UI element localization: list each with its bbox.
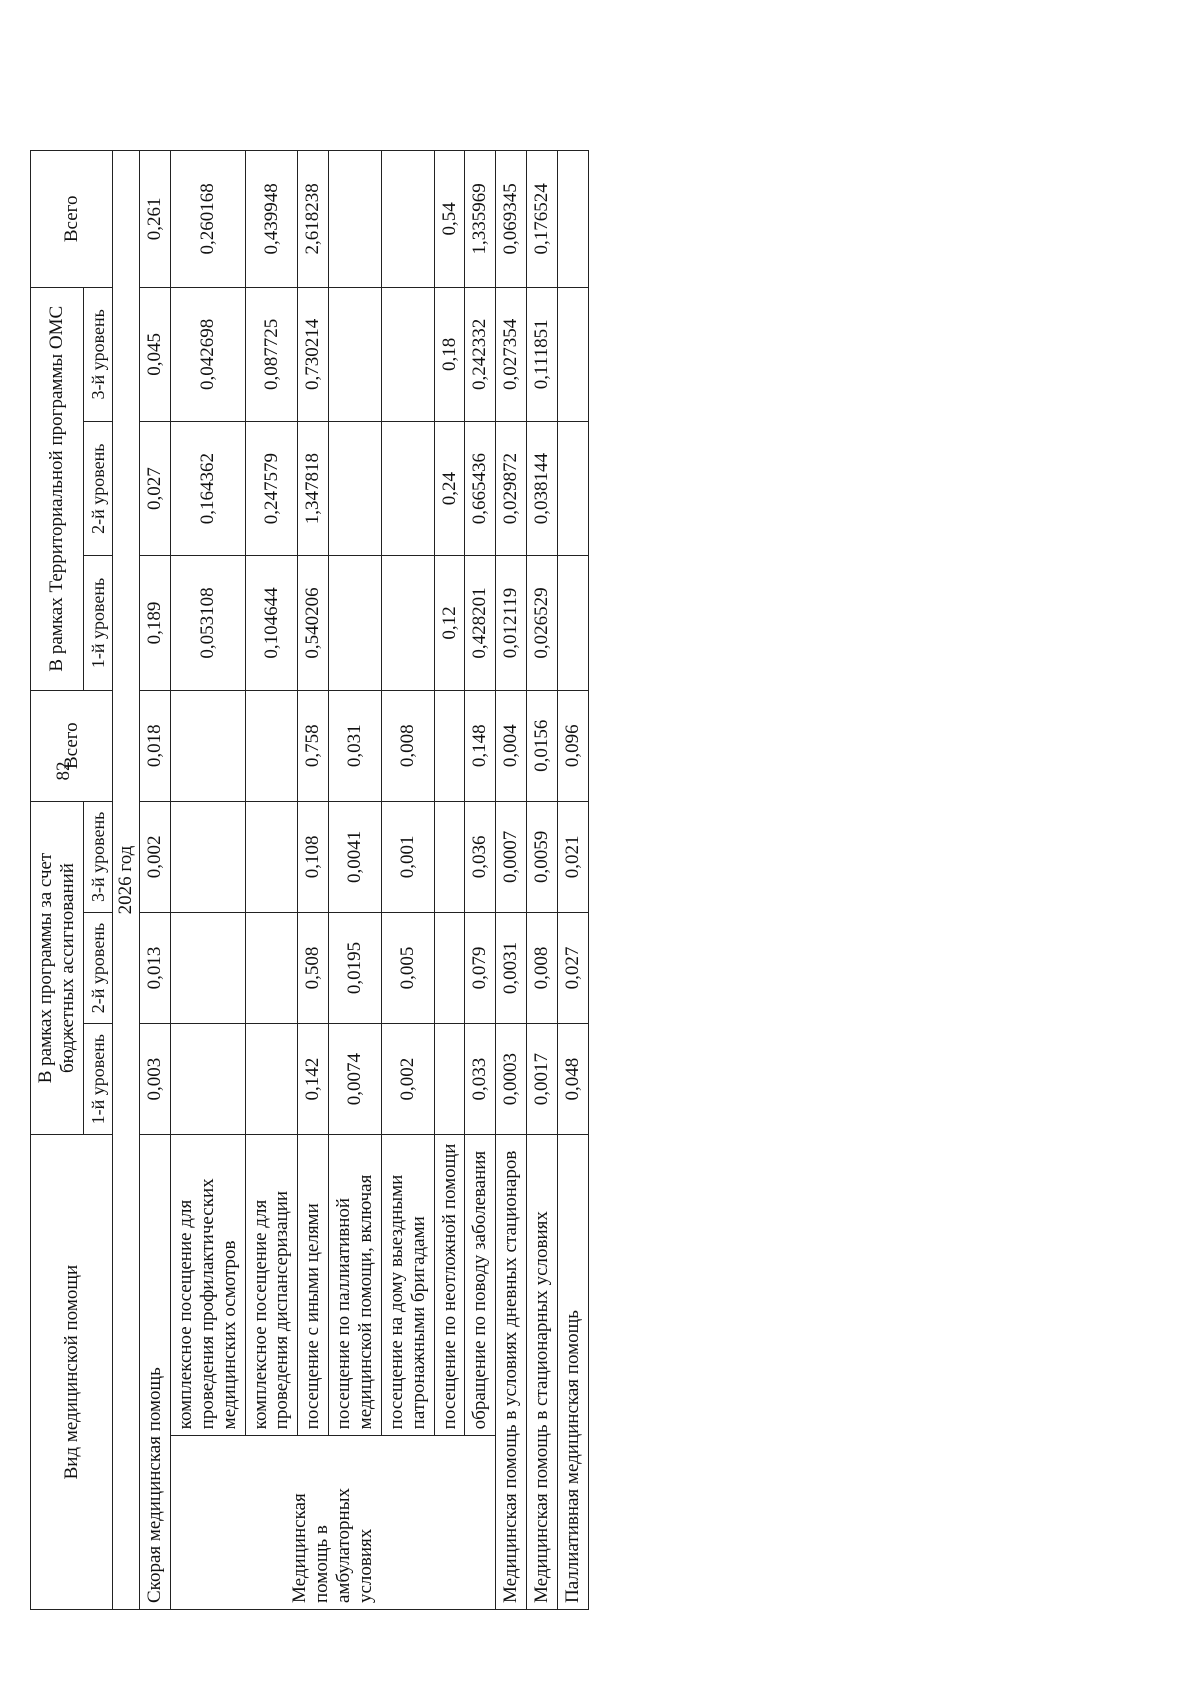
cell-oms-l1: 0,104644 <box>245 556 298 690</box>
cell-budget-l1: 0,0003 <box>496 1024 527 1135</box>
cell-oms-total <box>329 151 382 288</box>
medical-care-volume-table <box>30 150 589 1610</box>
cell-oms-l2: 0,038144 <box>527 422 558 556</box>
cell-budget-l2: 0,008 <box>527 912 558 1023</box>
cell-oms-l1: 0,026529 <box>527 556 558 690</box>
cell-budget-total: 0,008 <box>381 690 434 801</box>
cell-oms-l3 <box>381 287 434 421</box>
cell-budget-total: 0,758 <box>298 690 329 801</box>
cell-budget-total: 0,018 <box>140 690 171 801</box>
cell-oms-l2 <box>329 422 382 556</box>
cell-oms-l3: 0,027354 <box>496 287 527 421</box>
table-row <box>434 151 465 1610</box>
cell-oms-l1: 0,428201 <box>465 556 496 690</box>
cell-oms-total: 0,54 <box>434 151 465 288</box>
cell-oms-total: 0,261 <box>140 151 171 288</box>
cell-oms-l2: 0,027 <box>140 422 171 556</box>
cell-budget-l1 <box>434 1024 465 1135</box>
cell-budget-l2 <box>245 912 298 1023</box>
cell-budget-l3 <box>434 801 465 912</box>
cell-oms-total <box>557 151 588 288</box>
table-row <box>381 151 434 1610</box>
cell-budget-total: 0,096 <box>557 690 588 801</box>
table-row <box>171 151 246 1610</box>
budget-level1-header: 1-й уровень <box>83 1024 113 1135</box>
cell-budget-l2: 0,005 <box>381 912 434 1023</box>
cell-oms-total: 0,439948 <box>245 151 298 288</box>
type-column-header: Вид медицинской помощи <box>31 1135 113 1610</box>
cell-oms-l2: 0,029872 <box>496 422 527 556</box>
ambulatory-group-label: Медицинская помощь в амбулаторных условиях <box>171 1436 496 1610</box>
cell-budget-l2: 0,013 <box>140 912 171 1023</box>
cell-oms-total: 0,260168 <box>171 151 246 288</box>
cell-budget-l2: 0,027 <box>557 912 588 1023</box>
row-label: комплексное посещение для проведения диспансеризации <box>245 1135 298 1436</box>
cell-budget-l1: 0,142 <box>298 1024 329 1135</box>
oms-level2-header: 2-й уровень <box>83 422 113 556</box>
cell-budget-l3: 0,108 <box>298 801 329 912</box>
row-label: Скорая медицинская помощь <box>140 1135 171 1610</box>
header-row-groups <box>31 151 84 1610</box>
cell-budget-l1 <box>245 1024 298 1135</box>
cell-budget-l1 <box>171 1024 246 1135</box>
cell-budget-l2: 0,0195 <box>329 912 382 1023</box>
cell-budget-l1: 0,048 <box>557 1024 588 1135</box>
cell-oms-l1: 0,189 <box>140 556 171 690</box>
cell-budget-l1: 0,033 <box>465 1024 496 1135</box>
cell-oms-total: 2,618238 <box>298 151 329 288</box>
cell-oms-l3 <box>557 287 588 421</box>
cell-budget-l3 <box>245 801 298 912</box>
cell-oms-l1 <box>557 556 588 690</box>
oms-total-header: Всего <box>31 151 113 288</box>
row-label: посещение на дому выездными патронажными бригадами <box>381 1135 434 1436</box>
cell-oms-l3: 0,111851 <box>527 287 558 421</box>
row-label: Паллиативная медицинская помощь <box>557 1135 588 1610</box>
page-number: 82 <box>53 761 74 781</box>
row-label: Медицинская помощь в стационарных условиях <box>527 1135 558 1610</box>
budget-level3-header: 3-й уровень <box>83 801 113 912</box>
budget-total-header: Всего <box>31 690 113 801</box>
cell-oms-l2: 1,347818 <box>298 422 329 556</box>
table-row <box>329 151 382 1610</box>
budget-level2-header: 2-й уровень <box>83 912 113 1023</box>
cell-budget-l2 <box>434 912 465 1023</box>
cell-budget-l3: 0,021 <box>557 801 588 912</box>
year-label: 2026 год <box>113 151 140 1610</box>
table-row <box>527 151 558 1610</box>
cell-budget-total: 0,0156 <box>527 690 558 801</box>
cell-oms-l2: 0,665436 <box>465 422 496 556</box>
cell-oms-l1: 0,012119 <box>496 556 527 690</box>
cell-oms-total: 0,176524 <box>527 151 558 288</box>
cell-budget-total: 0,004 <box>496 690 527 801</box>
table-row <box>496 151 527 1610</box>
cell-budget-l3: 0,0059 <box>527 801 558 912</box>
table-row <box>557 151 588 1610</box>
cell-budget-total: 0,148 <box>465 690 496 801</box>
cell-oms-l1 <box>381 556 434 690</box>
cell-oms-total: 1,335969 <box>465 151 496 288</box>
cell-oms-l2 <box>557 422 588 556</box>
cell-oms-total <box>381 151 434 288</box>
table-row <box>140 151 171 1610</box>
cell-budget-l3: 0,001 <box>381 801 434 912</box>
cell-oms-l3: 0,042698 <box>171 287 246 421</box>
cell-oms-l1 <box>329 556 382 690</box>
cell-oms-l3: 0,730214 <box>298 287 329 421</box>
year-row <box>113 151 140 1610</box>
row-label: комплексное посещение для проведения профилактических медицинских осмотров <box>171 1135 246 1436</box>
row-label: посещение с иными целями <box>298 1135 329 1436</box>
cell-budget-l3: 0,002 <box>140 801 171 912</box>
cell-oms-l2: 0,164362 <box>171 422 246 556</box>
budget-group-header: В рамках программы за счет бюджетных ассигнований <box>31 801 84 1134</box>
cell-oms-l1: 0,053108 <box>171 556 246 690</box>
cell-oms-l3 <box>329 287 382 421</box>
cell-budget-l3: 0,036 <box>465 801 496 912</box>
table-row <box>245 151 298 1610</box>
row-label: посещение по паллиативной медицинской помощи, включая <box>329 1135 382 1436</box>
row-label: посещение по неотложной помощи <box>434 1135 465 1436</box>
cell-budget-total: 0,031 <box>329 690 382 801</box>
oms-level3-header: 3-й уровень <box>83 287 113 421</box>
cell-budget-l2: 0,0031 <box>496 912 527 1023</box>
cell-budget-l2: 0,508 <box>298 912 329 1023</box>
cell-budget-total <box>171 690 246 801</box>
cell-oms-l3: 0,087725 <box>245 287 298 421</box>
oms-group-header: В рамках Территориальной программы ОМС <box>31 287 84 690</box>
cell-budget-total <box>245 690 298 801</box>
cell-oms-l3: 0,242332 <box>465 287 496 421</box>
cell-oms-l1: 0,12 <box>434 556 465 690</box>
cell-oms-l2 <box>381 422 434 556</box>
rotated-table-container <box>30 150 1170 1610</box>
cell-budget-l2 <box>171 912 246 1023</box>
cell-oms-l2: 0,24 <box>434 422 465 556</box>
row-label: Медицинская помощь в условиях дневных стационаров <box>496 1135 527 1610</box>
cell-oms-l3: 0,045 <box>140 287 171 421</box>
row-label: обращение по поводу заболевания <box>465 1135 496 1436</box>
oms-level1-header: 1-й уровень <box>83 556 113 690</box>
cell-budget-l3: 0,0041 <box>329 801 382 912</box>
cell-budget-l3: 0,0007 <box>496 801 527 912</box>
cell-budget-l2: 0,079 <box>465 912 496 1023</box>
cell-oms-l2: 0,247579 <box>245 422 298 556</box>
cell-budget-l3 <box>171 801 246 912</box>
cell-budget-l1: 0,0074 <box>329 1024 382 1135</box>
cell-budget-l1: 0,0017 <box>527 1024 558 1135</box>
cell-budget-total <box>434 690 465 801</box>
cell-budget-l1: 0,002 <box>381 1024 434 1135</box>
cell-oms-l3: 0,18 <box>434 287 465 421</box>
cell-budget-l1: 0,003 <box>140 1024 171 1135</box>
cell-oms-l1: 0,540206 <box>298 556 329 690</box>
table-row <box>298 151 329 1610</box>
cell-oms-total: 0,069345 <box>496 151 527 288</box>
table-row <box>465 151 496 1610</box>
